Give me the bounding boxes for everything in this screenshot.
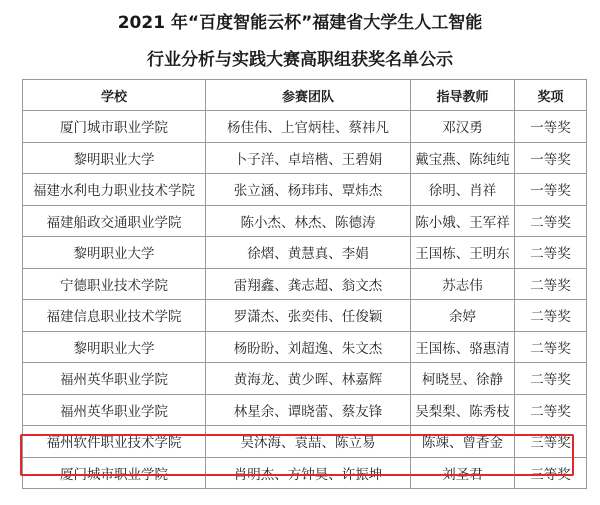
team-cell: 杨盼盼、刘超逸、朱文杰	[206, 331, 411, 363]
teacher-cell: 柯晓昱、徐静	[411, 363, 515, 395]
school-cell: 福建水利电力职业技术学院	[23, 174, 206, 206]
teacher-cell: 刘圣君	[411, 457, 515, 489]
team-cell: 陈小杰、林杰、陈德涛	[206, 205, 411, 237]
table-row	[23, 300, 587, 332]
award-cell: 三等奖	[515, 426, 587, 458]
school-cell: 厦门城市职业学院	[23, 457, 206, 489]
school-cell: 黎明职业大学	[23, 237, 206, 269]
table-row	[23, 331, 587, 363]
team-cell: 林星余、谭晓蕾、蔡友锋	[206, 394, 411, 426]
table-row	[23, 363, 587, 395]
award-cell: 一等奖	[515, 174, 587, 206]
header-school: 学校	[23, 80, 206, 111]
school-cell: 福建信息职业技术学院	[23, 300, 206, 332]
school-cell: 福州软件职业技术学院	[23, 426, 206, 458]
team-cell: 张立涵、杨玮玮、覃炜杰	[206, 174, 411, 206]
table-header-row	[23, 80, 587, 111]
table-row	[23, 142, 587, 174]
school-cell: 福建船政交通职业学院	[23, 205, 206, 237]
award-table	[22, 79, 587, 489]
teacher-cell: 吴梨梨、陈秀枝	[411, 394, 515, 426]
table-row	[23, 457, 587, 489]
teacher-cell: 王国栋、王明东	[411, 237, 515, 269]
table-row	[23, 268, 587, 300]
table-row	[23, 111, 587, 143]
table-row-highlighted	[23, 426, 587, 458]
award-cell: 三等奖	[515, 457, 587, 489]
teacher-cell: 戴宝燕、陈纯纯	[411, 142, 515, 174]
teacher-cell: 邓汉勇	[411, 111, 515, 143]
award-cell: 二等奖	[515, 205, 587, 237]
teacher-cell: 余婷	[411, 300, 515, 332]
award-cell: 二等奖	[515, 300, 587, 332]
table-row	[23, 394, 587, 426]
award-cell: 一等奖	[515, 111, 587, 143]
school-cell: 黎明职业大学	[23, 142, 206, 174]
teacher-cell: 陈小娥、王军祥	[411, 205, 515, 237]
header-award: 奖项	[515, 80, 587, 111]
header-team: 参赛团队	[206, 80, 411, 111]
award-cell: 二等奖	[515, 237, 587, 269]
school-cell: 福州英华职业学院	[23, 394, 206, 426]
page-title-line-1: 2021 年“百度智能云杯”福建省大学生人工智能	[117, 13, 483, 33]
table-row	[23, 205, 587, 237]
team-cell: 肖明杰、方钟昊、许振坤	[206, 457, 411, 489]
school-cell: 黎明职业大学	[23, 331, 206, 363]
teacher-cell: 苏志伟	[411, 268, 515, 300]
team-cell: 吴沐海、袁喆、陈立易	[206, 426, 411, 458]
table-row	[23, 174, 587, 206]
teacher-cell: 陈竦、曾香金	[411, 426, 515, 458]
teacher-cell: 徐明、肖祥	[411, 174, 515, 206]
school-cell: 厦门城市职业学院	[23, 111, 206, 143]
teacher-cell: 王国栋、骆惠清	[411, 331, 515, 363]
award-cell: 二等奖	[515, 268, 587, 300]
team-cell: 雷翔鑫、龚志超、翁文杰	[206, 268, 411, 300]
award-cell: 二等奖	[515, 363, 587, 395]
award-cell: 二等奖	[515, 331, 587, 363]
header-teacher: 指导教师	[411, 80, 515, 111]
page-title-line-2: 行业分析与实践大赛高职组获奖名单公示	[147, 50, 453, 70]
school-cell: 宁德职业技术学院	[23, 268, 206, 300]
team-cell: 罗潇杰、张奕伟、任俊颖	[206, 300, 411, 332]
table-row	[23, 237, 587, 269]
award-cell: 一等奖	[515, 142, 587, 174]
award-cell: 二等奖	[515, 394, 587, 426]
team-cell: 徐熠、黄慧真、李娟	[206, 237, 411, 269]
team-cell: 黄海龙、黄少晖、林嘉辉	[206, 363, 411, 395]
team-cell: 杨佳伟、上官炳桂、蔡祎凡	[206, 111, 411, 143]
school-cell: 福州英华职业学院	[23, 363, 206, 395]
team-cell: 卜子洋、卓培楷、王碧娟	[206, 142, 411, 174]
